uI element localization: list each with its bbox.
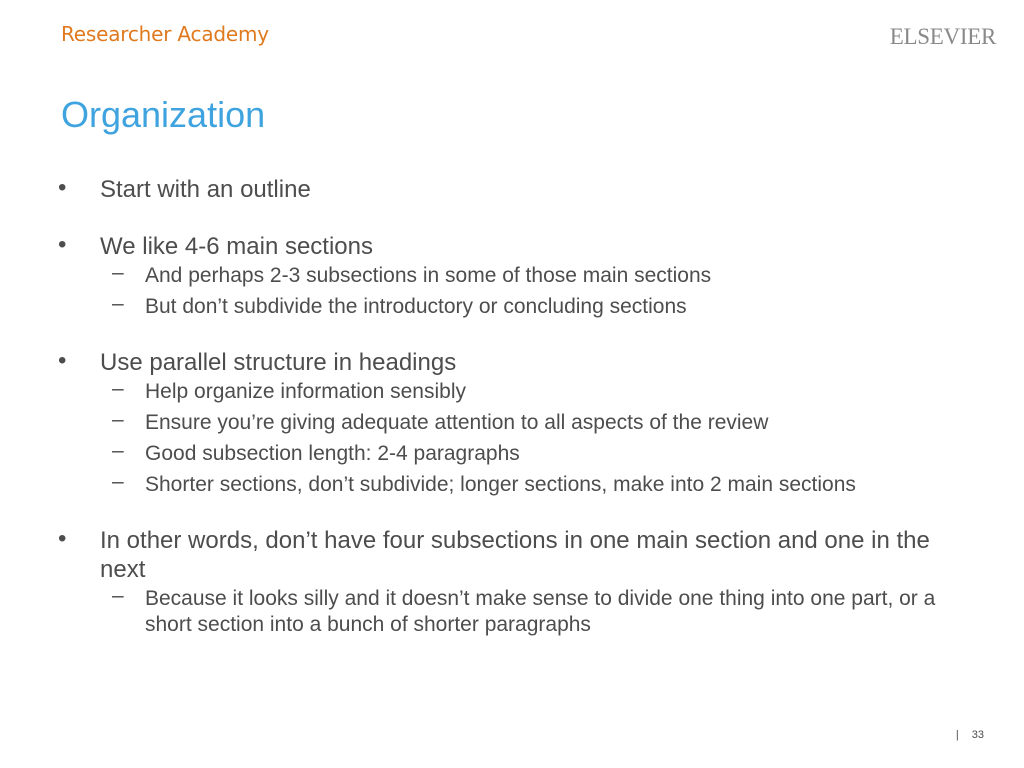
footer-separator: | (955, 729, 959, 741)
sub-text: Because it looks silly and it doesn’t make sense to divide one thing into one part, or a short section into a bunch of shorter paragraphs (145, 587, 936, 636)
sub-text: Good subsection length: 2-4 paragraphs (145, 442, 520, 465)
sub-item (100, 294, 978, 320)
slide-title: Organization (61, 94, 266, 135)
sub-list (100, 379, 978, 498)
sub-list (100, 263, 978, 320)
bullet-icon: • (58, 231, 67, 258)
dash-icon: – (112, 377, 124, 400)
dash-icon: – (112, 408, 124, 431)
sub-text: But don’t subdivide the introductory or concluding sections (145, 295, 687, 318)
bullet-icon: • (58, 525, 67, 552)
sub-list (100, 586, 978, 638)
researcher-academy-logo: Researcher Academy (61, 22, 269, 46)
sub-item (100, 410, 978, 436)
bullet-item (58, 175, 978, 204)
sub-text: And perhaps 2-3 subsections in some of those main sections (145, 264, 712, 287)
sub-item (100, 263, 978, 289)
page-number: 33 (971, 729, 984, 741)
sub-text: Shorter sections, don’t subdivide; longer sections, make into 2 main sections (145, 473, 856, 496)
dash-icon: – (112, 261, 124, 284)
sub-item (100, 586, 978, 638)
bullet-text: Use parallel structure in headings (100, 349, 457, 376)
dash-icon: – (112, 439, 124, 462)
sub-item (100, 379, 978, 405)
bullet-item (58, 526, 978, 638)
sub-item (100, 472, 978, 498)
bullet-text: We like 4-6 main sections (100, 233, 373, 260)
sub-text: Help organize information sensibly (145, 380, 466, 403)
dash-icon: – (112, 470, 124, 493)
bullet-text: In other words, don’t have four subsections in one main section and one in the next (100, 527, 930, 583)
slide-content (58, 175, 978, 666)
bullet-icon: • (58, 347, 67, 374)
dash-icon: – (112, 292, 124, 315)
sub-text: Ensure you’re giving adequate attention to all aspects of the review (145, 411, 769, 434)
dash-icon: – (112, 584, 124, 607)
bullet-text: Start with an outline (100, 176, 311, 203)
bullet-item (58, 348, 978, 498)
sub-item (100, 441, 978, 467)
bullet-item (58, 232, 978, 320)
bullet-icon: • (58, 174, 67, 201)
page-footer (956, 729, 984, 741)
elsevier-logo: ELSEVIER (889, 24, 996, 49)
